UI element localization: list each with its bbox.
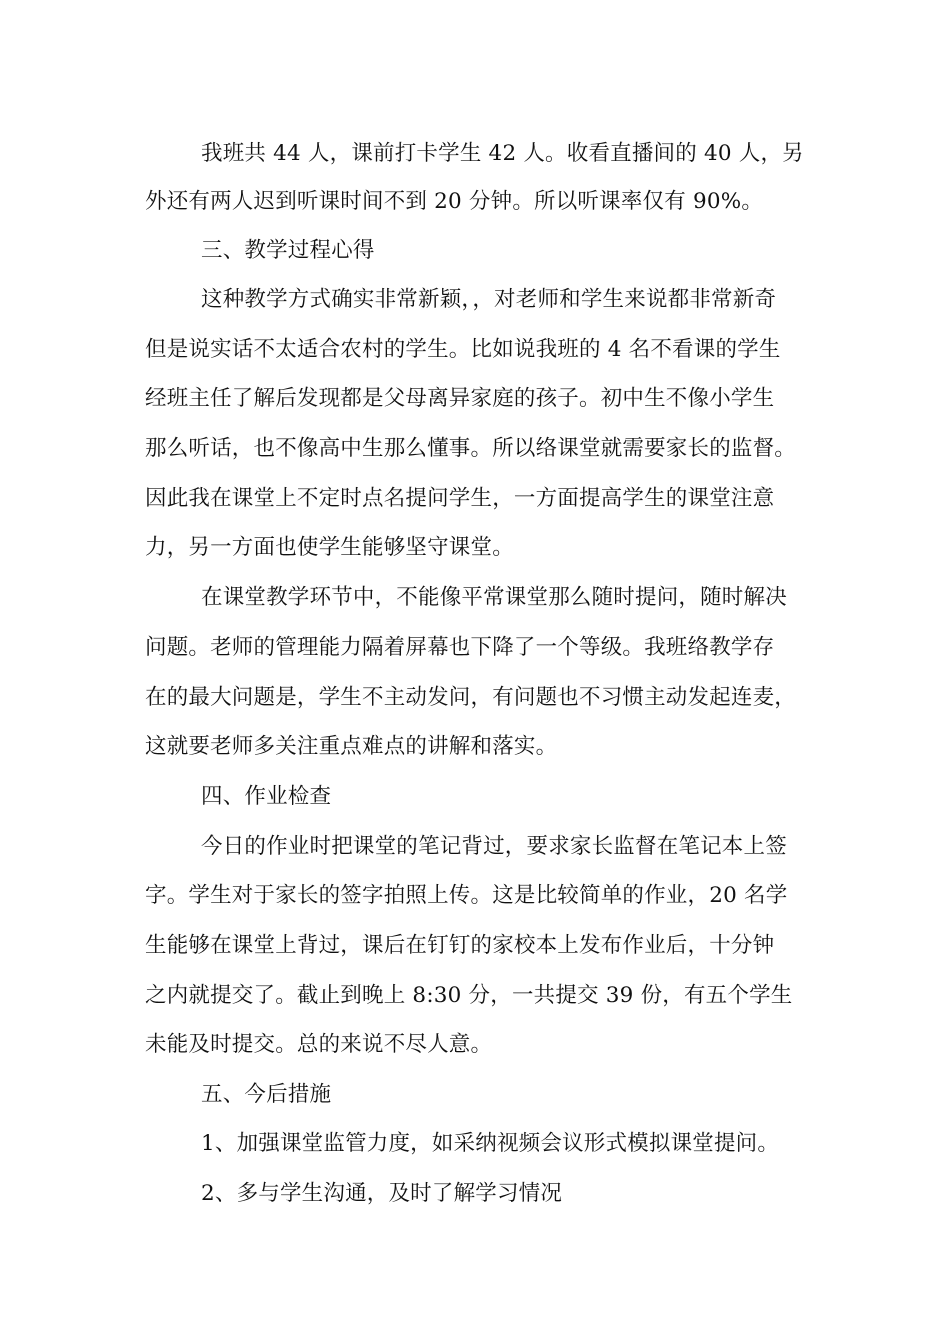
paragraph-line: 这就要老师多关注重点难点的讲解和落实。 [145, 734, 558, 759]
paragraph-line: 之内就提交了。截止到晚上 8:30 分，一共提交 39 份，有五个学生 [145, 983, 793, 1008]
paragraph-line: 问题。老师的管理能力隔着屏幕也下降了一个等级。我班络教学存 [145, 635, 775, 660]
paragraph-line: 经班主任了解后发现都是父母离异家庭的孩子。初中生不像小学生 [145, 386, 775, 411]
paragraph-line: 在课堂教学环节中，不能像平常课堂那么随时提问，随时解决 [201, 585, 787, 610]
paragraph-line: 未能及时提交。总的来说不尽人意。 [145, 1032, 493, 1057]
paragraph-line: 我班共 44 人，课前打卡学生 42 人。收看直播间的 40 人，另 [201, 141, 804, 166]
paragraph-line: 因此我在课堂上不定时点名提问学生，一方面提高学生的课堂注意 [145, 486, 775, 511]
paragraph-line: 力，另一方面也使学生能够坚守课堂。 [145, 535, 514, 560]
list-item: 2、多与学生沟通，及时了解学习情况 [201, 1181, 563, 1206]
section-heading: 四、作业检查 [201, 784, 332, 809]
paragraph-line: 那么听话，也不像高中生那么懂事。所以络课堂就需要家长的监督。 [145, 436, 797, 461]
section-heading: 三、教学过程心得 [201, 238, 375, 263]
paragraph-line: 生能够在课堂上背过，课后在钉钉的家校本上发布作业后，十分钟 [145, 933, 775, 958]
section-heading: 五、今后措施 [201, 1082, 332, 1107]
list-item: 1、加强课堂监管力度，如采纳视频会议形式模拟课堂提问。 [201, 1131, 780, 1156]
paragraph-line: 今日的作业时把课堂的笔记背过，要求家长监督在笔记本上签 [201, 834, 787, 859]
paragraph-line: 在的最大问题是，学生不主动发问，有问题也不习惯主动发起连麦， [145, 685, 797, 710]
paragraph-line: 但是说实话不太适合农村的学生。比如说我班的 4 名不看课的学生 [145, 337, 781, 362]
paragraph-line: 这种教学方式确实非常新颖，，对老师和学生来说都非常新奇 [201, 287, 777, 312]
paragraph-line: 外还有两人迟到听课时间不到 20 分钟。所以听课率仅有 90%。 [145, 189, 764, 214]
paragraph-line: 字。学生对于家长的签字拍照上传。这是比较简单的作业，20 名学 [145, 883, 788, 908]
